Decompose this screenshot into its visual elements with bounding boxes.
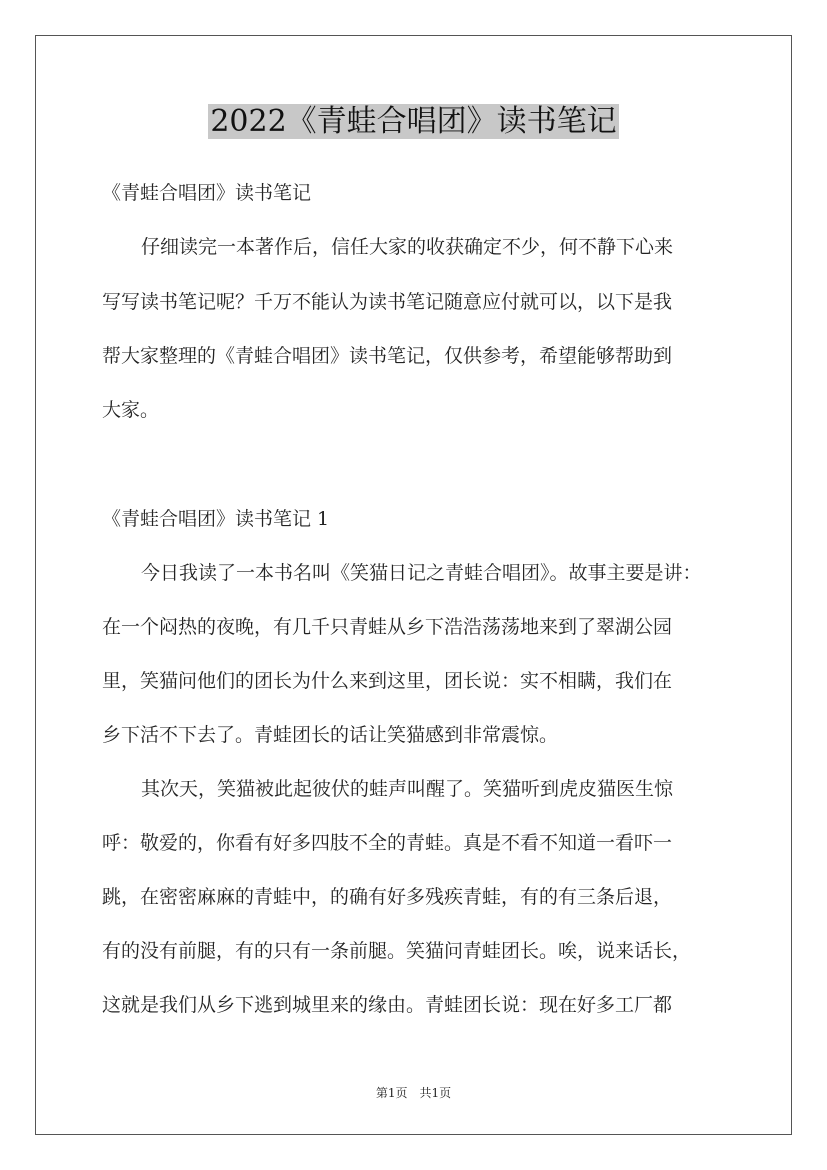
- para2-line-3: 跳，在密密麻麻的青蛙中，的确有好多残疾青蛙，有的有三条后退，: [102, 886, 673, 908]
- intro-line-2: 写写读书笔记呢？千万不能认为读书笔记随意应付就可以，以下是我: [102, 291, 673, 313]
- para2-line-1: 其次天，笑猫被此起彼伏的蛙声叫醒了。笑猫听到虎皮猫医生惊: [141, 778, 674, 800]
- para2-line-2: 呼：敬爱的，你看有好多四肢不全的青蛙。真是不看不知道一看吓一: [102, 832, 673, 854]
- intro-line-4: 大家。: [102, 399, 160, 421]
- para1-line-3: 里，笑猫问他们的团长为什么来到这里，团长说：实不相瞒，我们在: [102, 670, 673, 692]
- document-title: 2022《青蛙合唱团》读书笔记: [210, 104, 617, 139]
- page-number: 第1页 共1页: [375, 1086, 452, 1100]
- para1-line-4: 乡下活不下去了。青蛙团长的话让笑猫感到非常震惊。: [102, 724, 559, 746]
- para2-line-5: 这就是我们从乡下逃到城里来的缘由。青蛙团长说：现在好多工厂都: [102, 994, 673, 1016]
- para1-line-1: 今日我读了一本书名叫《笑猫日记之青蛙合唱团》。故事主要是讲：: [141, 562, 702, 584]
- section-heading-1: 《青蛙合唱团》读书笔记 1: [102, 508, 330, 530]
- para1-line-2: 在一个闷热的夜晚，有几千只青蛙从乡下浩浩荡荡地来到了翠湖公园: [102, 616, 673, 638]
- intro-line-3: 帮大家整理的《青蛙合唱团》读书笔记，仅供参考，希望能够帮助到: [102, 345, 673, 367]
- para2-line-4: 有的没有前腿，有的只有一条前腿。笑猫问青蛙团长。唉，说来话长，: [102, 940, 692, 962]
- intro-line-1: 仔细读完一本著作后，信任大家的收获确定不少，何不静下心来: [141, 236, 674, 258]
- subtitle: 《青蛙合唱团》读书笔记: [102, 182, 312, 204]
